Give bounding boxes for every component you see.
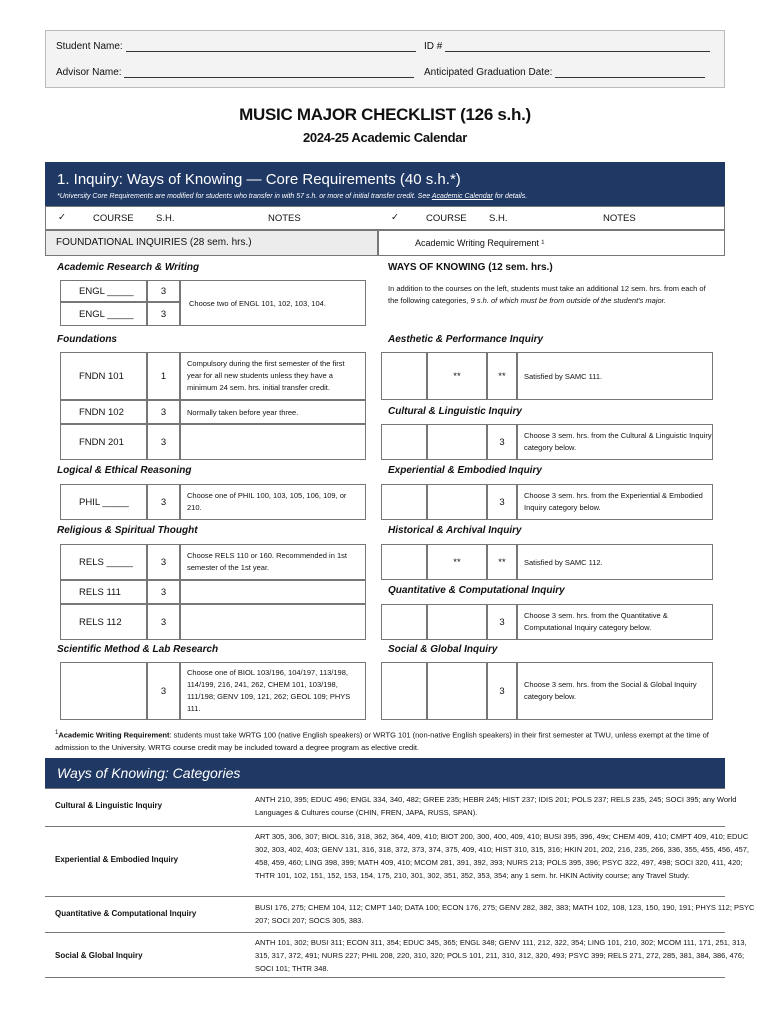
soc-course[interactable] (427, 662, 487, 720)
category-row (45, 788, 737, 826)
footnote-bold: Academic Writing Requirement (58, 730, 170, 740)
grad-date-field[interactable] (555, 68, 705, 78)
fndn201-course: FNDN 201 (60, 424, 147, 460)
page-subtitle: 2024-25 Academic Calendar (302, 130, 467, 145)
rels-sh: 3 (147, 544, 180, 580)
category-list: ART 305, 306, 307; BIOL 316, 318, 362, 364, 409, 410; BIOT 200, 300, 400, 409, 410; BUSI 395, 396, 49x; CHEM 409, 410; CMPT 409, 410; EDUC 302, 303, 402, 403; GENV 131, 316, 318, 372, 373, 374, 375, 409, 410; HIST 310, 315, 316; HKIN 201, 202, 216, 235, 266, 336, 355, 455, 456, 457, 458, 459, 460; LING 398, 399; MATH 409, 410; MCOM 281, 391, 392, 393; NURS 213; POLS 395, 396; PSYC 322, 497, 498; SOCI 320, 411, 420; THTR 101, 102, 151, 152, 153, 154, 175, 210, 301, 302, 351, 352, 353, 354; any 1 sem. hr. HKIN Activity course; any Travel Study. (255, 832, 749, 880)
section-note-end: for details. (494, 193, 528, 200)
category-list: ANTH 210, 395; EDUC 496; ENGL 334, 340, 482; GREE 235; HEBR 245; HIST 237; IDIS 201; POLS 237; RELS 235, 245; SOCI 395; any World Languages & Cultures course (CHIN, FREN, JAPA, RUSS, SPAN). (255, 795, 737, 817)
exp-course[interactable] (427, 484, 487, 520)
scientific-label: Scientific Method & Lab Research (57, 644, 219, 655)
column-header-row (45, 206, 725, 230)
phil-note: Choose one of PHIL 100, 103, 105, 106, 109, or 210. (180, 484, 366, 520)
engl-course-1[interactable]: ENGL _____ (60, 280, 147, 302)
sh-col-right: S.H. (489, 213, 508, 224)
aesthetic-label: Aesthetic & Performance Inquiry (388, 334, 544, 345)
engl-course-2[interactable]: ENGL _____ (60, 302, 147, 326)
ways-of-knowing-label: WAYS OF KNOWING (12 sem. hrs.) (388, 262, 553, 273)
student-name-row (56, 41, 416, 52)
category-list: BUSI 176, 275; CHEM 104, 112; CMPT 140; DATA 100; ECON 176, 275; GENV 282, 382, 383; MATH 102, 108, 123, 150, 190, 191; PHYS 112; PSYC 207; SOCI 207; SOCS 305, 383. (255, 903, 755, 925)
cul-check[interactable] (381, 424, 427, 460)
id-field[interactable] (445, 42, 710, 52)
academic-writing-label: Academic Writing Requirement ¹ (415, 238, 545, 248)
foundational-row (45, 230, 378, 256)
fndn101-sh: 1 (147, 352, 180, 400)
check-col-left: ✓ (58, 212, 66, 223)
grad-date-label: Anticipated Graduation Date: (424, 67, 553, 78)
category-row (45, 826, 749, 896)
soc-check[interactable] (381, 662, 427, 720)
experiential-label: Experiential & Embodied Inquiry (388, 465, 542, 476)
footnote-mark: 1 (55, 730, 59, 736)
footnote (55, 727, 720, 754)
advisor-name-label: Advisor Name: (56, 67, 122, 78)
rels112-sh: 3 (147, 604, 180, 640)
quant-check[interactable] (381, 604, 427, 640)
engl-note: Choose two of ENGL 101, 102, 103, 104. (180, 280, 366, 326)
academic-research-label: Academic Research & Writing (57, 262, 200, 273)
quant-course[interactable] (427, 604, 487, 640)
cul-sh: 3 (487, 424, 517, 460)
logical-label: Logical & Ethical Reasoning (57, 465, 192, 476)
fndn201-note (180, 424, 366, 460)
advisor-name-field[interactable] (124, 68, 414, 78)
soc-sh: 3 (487, 662, 517, 720)
rels111-sh: 3 (147, 580, 180, 604)
student-name-field[interactable] (126, 42, 416, 52)
phil-sh: 3 (147, 484, 180, 520)
student-info-box (45, 30, 725, 88)
footnote-text: : students must take WRTG 100 (native English speakers) or WRTG 101 (non-native English speakers) in their first semester at TWU, unless exempt at the time of admission to the University. WRTG course credit may be included toward a degree program as elective credit. (55, 730, 709, 752)
engl-sh-1: 3 (147, 280, 180, 302)
academic-calendar-link[interactable]: Academic Calendar (431, 193, 493, 200)
section-note-text: *University Core Requirements are modified for students who transfer in with 57 s.h. or more of initial transfer credit. See (57, 193, 431, 200)
phil-course[interactable]: PHIL _____ (60, 484, 147, 520)
category-name: Cultural & Linguistic Inquiry (55, 801, 163, 810)
aes-check[interactable] (381, 352, 427, 400)
category-row (45, 932, 747, 978)
fndn102-course: FNDN 102 (60, 400, 147, 424)
rels-note: Choose RELS 110 or 160. Recommended in 1st semester of the 1st year. (180, 544, 366, 580)
foundations-label: Foundations (57, 334, 117, 345)
category-row (45, 896, 755, 932)
advisor-row (56, 67, 414, 78)
exp-sh: 3 (487, 484, 517, 520)
cultural-label: Cultural & Linguistic Inquiry (388, 406, 522, 417)
wok-note-italic: 9 s.h. of which must be from outside of the student's major. (470, 296, 666, 305)
page-title: MUSIC MAJOR CHECKLIST (126 s.h.) (239, 105, 531, 124)
academic-writing-row (378, 230, 725, 256)
quantitative-label: Quantitative & Computational Inquiry (388, 585, 565, 596)
aes-sh: ** (487, 352, 517, 400)
wok-note-text: In addition to the courses on the left, students must take an additional 12 sem. hrs. from each of the following categories, (388, 284, 706, 305)
categories-heading: Ways of Knowing: Categories (57, 765, 241, 781)
course-col-right: COURSE (426, 213, 467, 224)
fndn201-sh: 3 (147, 424, 180, 460)
religious-label: Religious & Spiritual Thought (57, 525, 198, 536)
course-col-left: COURSE (93, 213, 134, 224)
rels-course[interactable]: RELS _____ (60, 544, 147, 580)
quant-note: Choose 3 sem. hrs. from the Quantitative & Computational Inquiry category below. (517, 604, 713, 640)
aes-course: ** (427, 352, 487, 400)
fndn101-note: Compulsory during the first semester of the first year for all new students unless they have a minimum 24 sem. hrs. initial transfer credit. (180, 352, 366, 400)
soc-note: Choose 3 sem. hrs. from the Social & Global Inquiry category below. (517, 662, 713, 720)
historical-label: Historical & Archival Inquiry (388, 525, 522, 536)
check-col-right: ✓ (391, 212, 399, 223)
sci-course[interactable] (60, 662, 147, 720)
section-note (57, 193, 527, 200)
wok-note (388, 283, 713, 307)
rels111-note (180, 580, 366, 604)
notes-col-left: NOTES (268, 213, 301, 224)
id-label: ID # (424, 41, 443, 52)
cul-course[interactable] (427, 424, 487, 460)
hist-sh: ** (487, 544, 517, 580)
exp-check[interactable] (381, 484, 427, 520)
hist-check[interactable] (381, 544, 427, 580)
exp-note: Choose 3 sem. hrs. from the Experiential & Embodied Inquiry category below. (517, 484, 713, 520)
grad-date-row (424, 67, 705, 78)
social-label: Social & Global Inquiry (388, 644, 498, 655)
section-heading: 1. Inquiry: Ways of Knowing — Core Requirements (40 s.h.*) (57, 171, 461, 188)
student-name-label: Student Name: (56, 41, 123, 52)
fndn101-course: FNDN 101 (60, 352, 147, 400)
sci-note: Choose one of BIOL 103/196, 104/197, 113/198, 114/199, 216, 241, 262, CHEM 101, 103/198, 111/198; GENV 109, 121, 262; GEOL 109; PHYS 111. (180, 662, 366, 720)
category-name: Social & Global Inquiry (55, 951, 143, 960)
category-list: ANTH 101, 302; BUSI 311; ECON 311, 354; EDUC 345, 365; ENGL 348; GENV 111, 212, 322, 354; LING 101, 210, 302; MCOM 111, 171, 251, 313, 315, 317, 372, 491; NURS 227; PHIL 208, 220, 310, 320; POLS 101, 211, 310, 312, 320, 493; PSYC 399; RELS 271, 272, 285, 381, 384, 386, 476; SOCI 101; THTR 348. (255, 938, 747, 973)
foundational-label: FOUNDATIONAL INQUIRIES (28 sem. hrs.) (56, 237, 252, 248)
fndn102-sh: 3 (147, 400, 180, 424)
sh-col-left: S.H. (156, 213, 175, 224)
hist-note: Satisfied by SAMC 112. (517, 544, 713, 580)
id-row (424, 41, 710, 52)
sci-sh: 3 (147, 662, 180, 720)
section-header (45, 162, 725, 206)
rels111-course: RELS 111 (60, 580, 147, 604)
categories-header (45, 758, 725, 788)
fndn102-note: Normally taken before year three. (180, 400, 366, 424)
engl-sh-2: 3 (147, 302, 180, 326)
aes-note: Satisfied by SAMC 111. (517, 352, 713, 400)
rels112-course: RELS 112 (60, 604, 147, 640)
hist-course: ** (427, 544, 487, 580)
rels112-note (180, 604, 366, 640)
quant-sh: 3 (487, 604, 517, 640)
category-name: Experiential & Embodied Inquiry (55, 855, 179, 864)
category-name: Quantitative & Computational Inquiry (55, 909, 197, 918)
notes-col-right: NOTES (603, 213, 636, 224)
cul-note: Choose 3 sem. hrs. from the Cultural & Linguistic Inquiry category below. (517, 424, 713, 460)
